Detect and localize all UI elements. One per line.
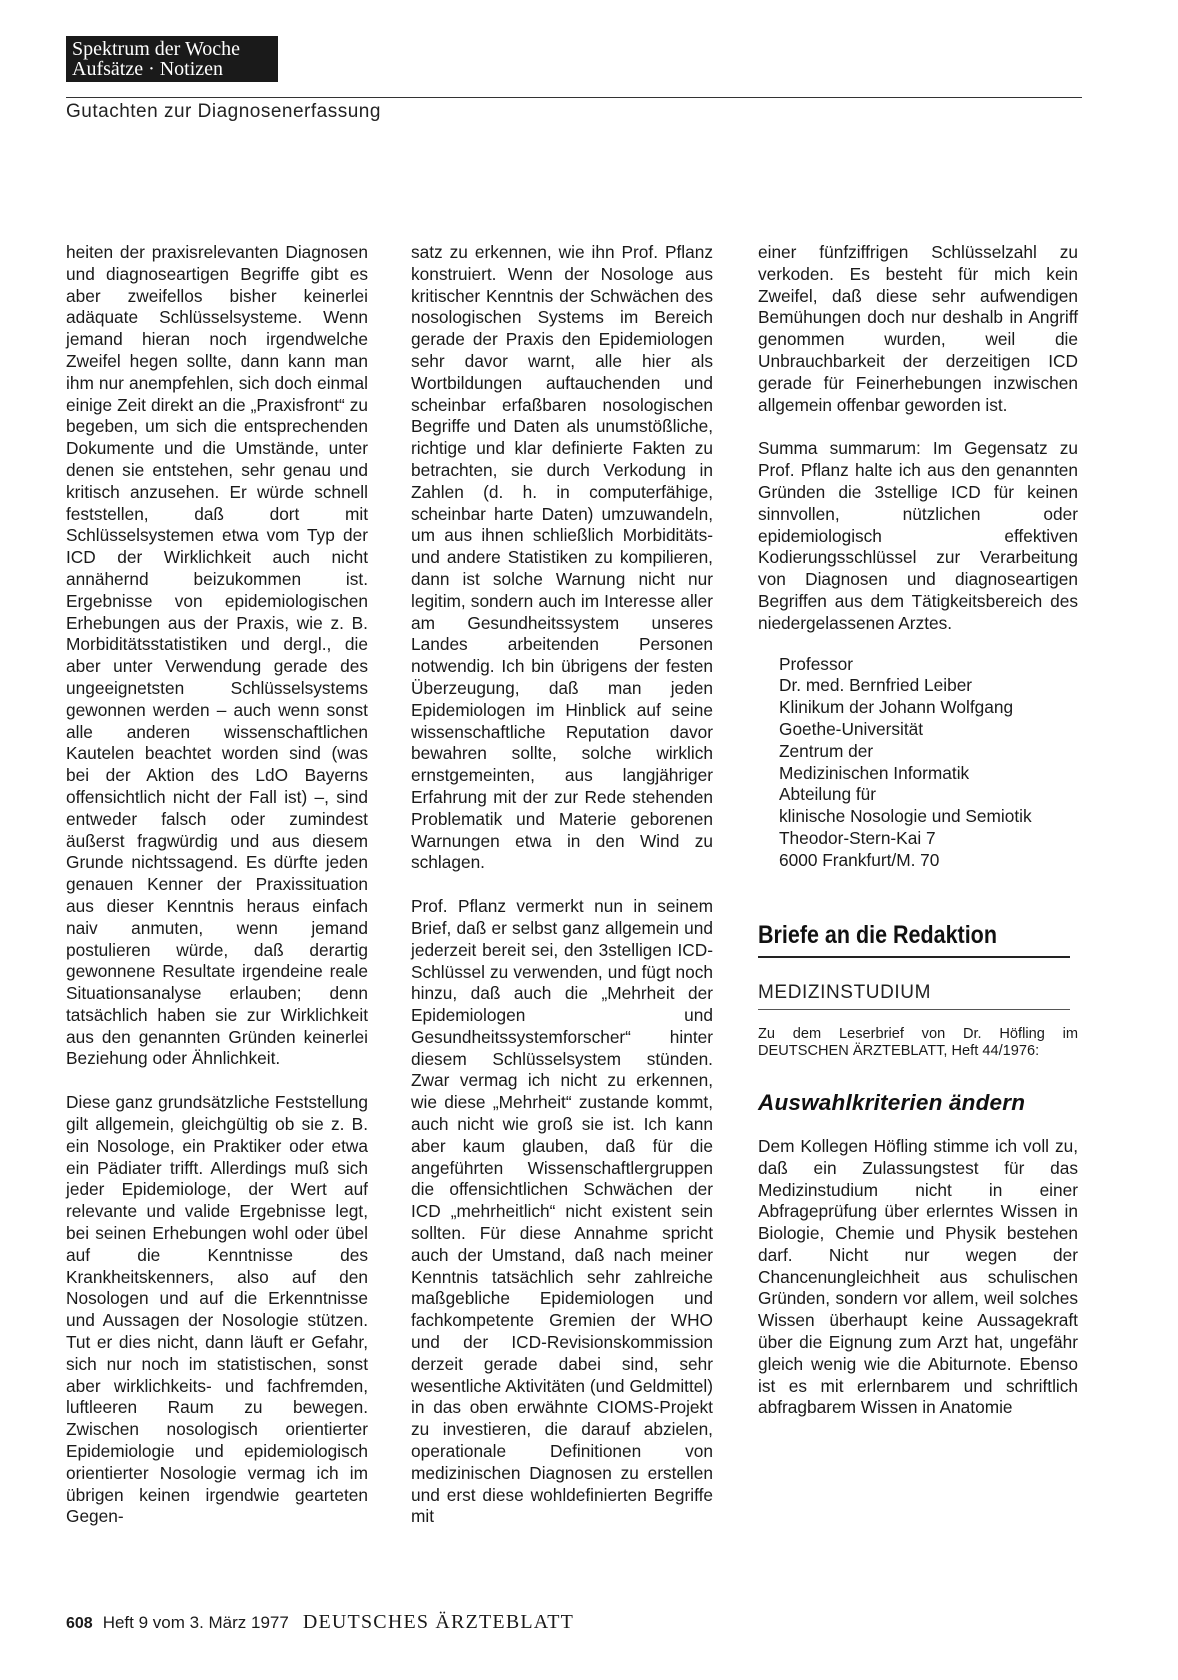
paragraph: Diese ganz grundsätzliche Feststellung gilt allgemein, gleichgültig ob sie z. B. ein Nosologe, ein Praktiker oder etwa ein Pädiater trifft. Allerdings muß sich jeder Epidemiologe, der Wert auf relevante und valide Ergebnisse legt, bei seinen Erhebungen wohl oder übel auf die Kenntnisse des Krankheitskenners, also auf den Nosologen und auf die Erkenntnisse und Aussagen der Nosologie stützen. Tut er dies nicht, dann läuft er Gefahr, sich nur noch im statistischen, sonst aber wirklichkeits- und fachfremden, luftleeren Raum zu bewegen. Zwischen nosologisch orientierter Epidemiologie und epidemiologisch orientierter Nosologie vermag ich im übrigen keinen irgendwie gearteten Gegen- xyxy=(66,1092,368,1527)
column-3 xyxy=(758,242,1078,1419)
address-line: Professor xyxy=(779,653,853,674)
letter-topic: MEDIZINSTUDIUM xyxy=(758,981,932,1003)
letter-title: Auswahlkriterien ändern xyxy=(758,1089,1026,1115)
column-2 xyxy=(411,242,713,1528)
paragraph: Summa summarum: Im Gegensatz zu Prof. Pflanz halte ich aus den genannten Gründen die 3stellige ICD für keinen sinnvollen, nützlichen oder epidemiologisch effektiven Kodierungsschlüssel zur Verarbeitung von Diagnosen und diagnoseartigen Begriffen aus dem Tätigkeitsbereich des niedergelassenen Arztes. xyxy=(758,438,1078,633)
address-line: 6000 Frankfurt/M. 70 xyxy=(779,849,940,870)
letter-body: Dem Kollegen Höfling stimme ich voll zu, daß ein Zulassungstest für das Medizinstudium nicht in einer Abfrageprüfung über erlerntes Wissen in Biologie, Chemie und Physik bestehen darf. Nicht nur wegen der Chancenungleichheit aus schulischen Gründen, sondern vor allem, weil solches Wissen überhaupt keine Aussagekraft über die Eignung zum Arzt hat, ungefähr gleich wenig wie die Abiturnote. Ebenso ist es mit erlernbarem und schriftlich abfragbarem Wissen in Anatomie xyxy=(758,1135,1078,1418)
address-line: Klinikum der Johann Wolfgang xyxy=(779,697,1014,718)
page-footer xyxy=(66,1611,574,1634)
address-line: Dr. med. Bernfried Leiber xyxy=(779,675,973,696)
journal-name: DEUTSCHES ÄRZTEBLATT xyxy=(302,1611,575,1633)
section-title: Gutachten zur Diagnosenerfassung xyxy=(66,101,381,122)
kicker-line-2: Aufsätze · Notizen xyxy=(72,58,224,80)
paragraph: Prof. Pflanz vermerkt nun in seinem Brief, daß er selbst ganz allgemein und jederzeit bereit sei, den 3stelligen ICD-Schlüssel zu verwenden, und fügt noch hinzu, daß auch die „Mehrheit der Epidemiologen und Gesundheitssystemforscher“ hinter diesem Schlüsselsystem stünden. Zwar vermag ich nicht zu erkennen, wie diese „Mehrheit“ zustande kommt, auch nicht wie groß sie ist. Ich kann aber kaum glauben, daß für die angeführten Wissenschaftlergruppen die offensichtlichen Schwächen der ICD „mehrheitlich“ nicht existent sein sollten. Für diese Annahme spricht auch der Umstand, daß nach meiner Kenntnis tatsächlich sehr zahlreiche maßgebliche Epidemiologen und fachkompetente Gremien der WHO und der ICD-Revisionskommission derzeit gerade dabei sind, sehr wesentliche Aktivitäten (und Geldmittel) in das oben erwähnte CIOMS-Projekt zu investieren, die darauf abzielen, operationale Definitionen von medizinischen Diagnosen zu erstellen und erst diese wohldefinierten Begriffe mit xyxy=(411,896,713,1527)
letter-intro: Zu dem Leserbrief von Dr. Höfling im DEUTSCHEN ÄRZTEBLATT, Heft 44/1976: xyxy=(758,1026,1078,1060)
address-line: Zentrum der xyxy=(779,740,874,761)
header-rule xyxy=(66,97,1082,98)
address-line: Abteilung für xyxy=(779,784,877,805)
kicker-line-1: Spektrum der Woche xyxy=(72,38,240,60)
paragraph: satz zu erkennen, wie ihn Prof. Pflanz konstruiert. Wenn der Nosologe aus kritischer Kenntnis der Schwächen des nosologischen Systems im Bereich gerade der Praxis den Epidemiologen sehr davor warnt, alle hier als Wortbildungen auftauchenden und scheinbar erfaßbaren nosologischen Begriffe und Daten als unumstößliche, richtige und klar definierte Fakten zu betrachten, sie durch Verkodung in Zahlen (d. h. in computerfähige, scheinbar harte Daten) umzuwandeln, um aus ihnen schließlich Morbiditäts- und andere Statistiken zu kompilieren, dann ist solche Warnung nicht nur legitim, sondern auch im Interesse aller am Gesundheitssystem unseres Landes arbeitenden Personen notwendig. Ich bin übrigens der festen Überzeugung, daß man jeden Epidemiologen im Hinblick auf seine wissenschaftliche Reputation davor bewahren sollte, solche wirklich ernstgemeinten, aus langjähriger Erfahrung mit der zur Rede stehenden Problematik und Materie geborenen Warnungen etwa in den Wind zu schlagen. xyxy=(411,242,713,873)
page-number: 608 xyxy=(66,1615,93,1632)
author-address xyxy=(779,654,1078,872)
section-kicker xyxy=(66,36,278,82)
address-line: Medizinischen Informatik xyxy=(779,762,970,783)
topic-rule xyxy=(758,1009,1070,1010)
address-line: Goethe-Universität xyxy=(779,718,924,739)
letters-heading: Briefe an die Redaktion xyxy=(758,920,997,949)
address-line: klinische Nosologie und Semiotik xyxy=(779,806,1032,827)
issue-info: Heft 9 vom 3. März 1977 xyxy=(102,1613,289,1632)
paragraph: einer fünfziffrigen Schlüsselzahl zu verkoden. Es besteht für mich kein Zweifel, daß diese sehr aufwendigen Bemühungen doch nur deshalb in Angriff genommen wurden, weil die Unbrauchbarkeit der derzeitigen ICD gerade für Feinerhebungen inzwischen allgemein offenbar geworden ist. xyxy=(758,242,1078,415)
address-line: Theodor-Stern-Kai 7 xyxy=(779,827,936,848)
paragraph: heiten der praxisrelevanten Diagnosen und diagnoseartigen Begriffe gibt es aber zweifellos bisher keinerlei adäquate Schlüsselsysteme. Wenn jemand hieran noch irgendwelche Zweifel hegen sollte, dann kann man ihm nur anempfehlen, sich doch einmal einige Zeit direkt an die „Praxisfront“ zu begeben, um sich die entsprechenden Dokumente und die Umstände, unter denen sie entstehen, sehr genau und kritisch anzusehen. Er würde schnell feststellen, daß dort mit Schlüsselsystemen etwa vom Typ der ICD der Wirklichkeit auch nicht annähernd beizukommen ist. Ergebnisse von epidemiologischen Erhebungen aus der Praxis, wie z. B. Morbiditätsstatistiken und dergl., die aber unter Verwendung gerade des ungeeignetsten Schlüsselsystems gewonnen werden – auch wenn sonst alle anderen wissenschaftlichen Kautelen beachtet worden sind (was bei der Aktion des LdO Bayerns offensichtlich nicht der Fall ist) –, sind entweder falsch oder zumindest äußerst fragwürdig und aus diesem Grunde nichtssagend. Es dürfte jeden genauen Kenner der Praxissituation aus dieser Kenntnis heraus einfach naiv anmuten, wenn jemand postulieren würde, daß derartig gewonnene Resultate irgendeine reale Situationsanalyse erlauben; denn tatsächlich haben sie zur Wirklichkeit aus den genannten Gründen keinerlei Beziehung oder Ähnlichkeit. xyxy=(66,242,368,1069)
column-1 xyxy=(66,242,368,1528)
letters-heading-rule xyxy=(758,956,1070,958)
